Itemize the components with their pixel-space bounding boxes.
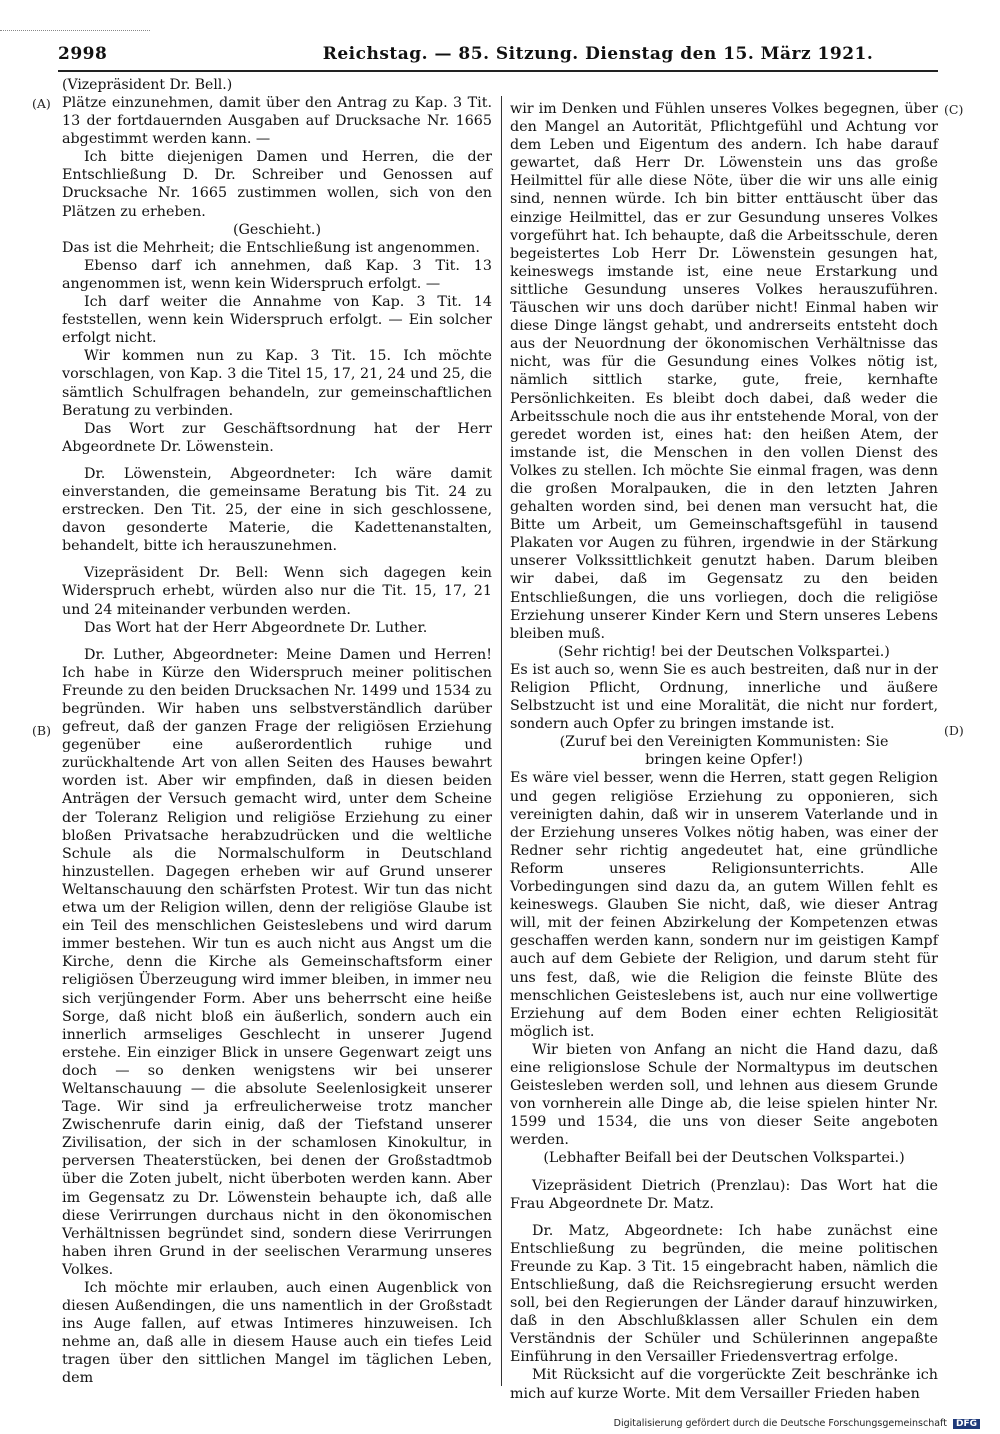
paragraph: Wir bieten von Anfang an nicht die Hand dazu, daß eine religionslose Schule der Normaltypus im deutschen Geistesleben werden soll, und lehnen aus diesem Grunde von vornherein alle Dinge ab, die leise spielen hinter Nr. 1599 und 1534, die uns von dieser Seite angeboten werden. [510,1041,938,1149]
paragraph: Ebenso darf ich annehmen, daß Kap. 3 Tit. 13 angenommen ist, wenn kein Widerspruch erfolgt. — [62,257,492,292]
paragraph: wir im Denken und Fühlen unseres Volkes begegnen, über den Mangel an Autorität, Pflichtgefühl und Achtung vor dem Leben und Eigentum des andern. Ich habe darauf gewartet, daß Herr Dr. Löwenstein uns das große Heilmittel für alle diese Nöte, über die wir uns alle einig sind, nennen würde. Ich bin bitter enttäuscht über das einzige Heilmittel, das er zur Gesundung unseres Volkes vorgeführt hat. Ich behaupte, daß die Arbeitsschule, deren begeistertes Lob Herr Dr. Löwenstein gesungen hat, keineswegs imstande ist, eine neue Erstarkung und sittliche Gesundung unseres Volkes herauszuführen. Täuschen wir uns doch darüber nicht! Einmal haben wir diese Dinge längst gehabt, und andrerseits entsteht doch aus der Neuordnung der ökonomischen Verhältnisse das nicht, was für die Gesundung eines Volkes nötig ist, nämlich sittlich starke, gute, freie, kernhafte Persönlichkeiten. Es bleibt doch dabei, daß weder die Arbeitsschule noch die aus ihr entstehende Moral, von der geredet worden ist, eines hat: den heißen Atem, der imstande ist, die Menschen in den vollen Dienst des Volkes zu stellen. Ich möchte Sie einmal fragen, was denn die großen Moralpauken, die in den letzten Jahren gehalten worden sind, bei denen man versucht hat, die Bitte um Arbeit, um Gemeinschaftsgefühl in tausend Plakaten vor Augen zu führen, irgendwie in der Stärkung unserer Volkssittlichkeit genutzt haben. Darum bleiben wir dabei, daß im Gegensatz zu den beiden Entschließungen, die uns vorliegen, doch die religiöse Erziehung unserer Kinder Kern und Stern unseres Lebens bleiben muß. [510,101,938,642]
right-column [510,100,938,1402]
stage-direction: (Lebhafter Beifall bei der Deutschen Volkspartei.) [543,1150,905,1167]
footer-text: Digitalisierung gefördert durch die Deutsche Forschungsgemeinschaft [613,1418,947,1429]
column-divider [501,96,502,1386]
margin-marker-d: (D) [944,723,964,738]
dfg-logo: DFG [953,1419,980,1429]
digitization-footer [614,1418,980,1429]
left-column [62,76,492,1386]
paragraph: Ich bitte diejenigen Damen und Herren, die der Entschließung D. Dr. Schreiber und Genossen auf Drucksache Nr. 1665 zustimmen wollen, sich von den Plätzen zu erheben. [62,149,492,220]
scan-edge [0,30,150,34]
margin-marker-c: (C) [944,102,964,117]
page-number: 2998 [58,44,108,64]
running-title: Reichstag. — 85. Sitzung. Dienstag den 15. März 1921. [322,44,874,64]
paragraph: Das ist die Mehrheit; die Entschließung ist angenommen. [62,239,480,256]
paragraph: Mit Rücksicht auf die vorgerückte Zeit beschränke ich mich auf kurze Worte. Mit dem Versailler Frieden haben [510,1367,938,1402]
speech-paragraph: Dr. Luther, Abgeordneter: Meine Damen und Herren! Ich habe in Kürze den Widerspruch meiner politischen Freunde zu den beiden Drucksachen Nr. 1499 und 1534 zu begründen. Wir haben uns selbstverständlich darüber gefreut, daß der ganzen Frage der religiösen Erziehung gegenüber eine außerordentlich ruhige und zurückhaltende Art von allen Seiten des Hauses bewahrt worden ist. Aber wir empfinden, daß in diesen beiden Anträgen der Versuch gemacht wird, unter dem Scheine der Toleranz Religion und religiöse Erziehung zu einer bloßen Privatsache herabzudrücken und die weltliche Schule als die Normalschulform in Deutschland hinzustellen. Dagegen erheben wir auf Grund unserer Weltanschauung den schärfsten Protest. Wir tun das nicht etwa um der Religion willen, denn der religiöse Glaube ist ein Teil des menschlichen Geisteslebens und wird darum immer bestehen. Wir tun es auch nicht aus Angst um die Kirche, denn die Kirche als Gemeinschaftsform einer religiösen Überzeugung wird immer bleiben, in immer neu sich verjüngender Form. Aber uns beherrscht eine heiße Sorge, daß nicht bloß ein äußerlich, sondern auch ein innerlich armseliges Geschlecht in unserer Jugend erstehe. Ein einziger Blick in unsere Gegenwart zeigt uns doch — so denken wenigstens wir bei unserer Weltanschauung — die absolute Seelenlosigkeit unserer Tage. Wir sind ja erfreulicherweise trotz mancher Zwischenrufe darin einig, daß der Tiefstand unserer Zivilisation, der sich in der schamlosen Kinokultur, in perversen Theaterstücken, bei denen der Großstadtmob über die Zoten jubelt, nicht überboten werden kann. Aber im Gegensatz zu Dr. Löwenstein behaupte ich, daß alle diese Verirrungen durchaus nicht in den ökonomischen Verhältnissen begründet sind, sondern diese Verirrungen haben ihren Grund in der seelischen Verarmung unseres Volkes. [62,646,492,1278]
speaker-label: (Vizepräsident Dr. Bell.) [62,77,233,93]
stage-direction: (Sehr richtig! bei der Deutschen Volkspartei.) [558,643,890,660]
paragraph: Es wäre viel besser, wenn die Herren, statt gegen Religion und gegen religiöse Erziehung zu opponieren, sich vereinigten dahin, daß wir in unserem Vaterlande und in der Erziehung unseres Volkes nötig haben, was einer der Redner sehr richtig angedeutet hat, eine gründliche Reform unseres Religionsunterrichts. Alle Vorbedingungen sind dazu da, an gutem Willen fehlt es keineswegs. Glauben Sie nicht, daß, wie dieser Antrag will, mit der feinen Abzirkelung der Kompetenzen etwas geschaffen werden kann, sondern nur im geistigen Kampf auch auf dem Gebiete der Religion, und darum steht für uns fest, daß, wie die Religion die feinste Blüte des menschlichen Geisteslebens ist, auch nur eine vollwertige Erziehung auf dem Boden einer echten Religiosität möglich ist. [510,770,938,1040]
stage-direction: (Zuruf bei den Vereinigten Kommunisten: Sie [559,734,889,751]
paragraph: Ich darf weiter die Annahme von Kap. 3 Tit. 14 feststellen, wenn kein Widerspruch erfolgt. — Ein solcher erfolgt nicht. [62,294,492,347]
stage-direction: (Geschieht.) [232,221,322,238]
margin-marker-a: (A) [32,96,51,111]
paragraph: Ich möchte mir erlauben, auch einen Augenblick von diesen Außendingen, die uns namentlich in der Großstadt ins Auge fallen, auf etwas Intimeres hinzuweisen. Ich nehme an, daß alle in diesem Hause auch ein tiefes Leid tragen über den sittlichen Mangel im täglichen Leben, dem [62,1280,492,1387]
speech-paragraph: Dr. Matz, Abgeordnete: Ich habe zunächst eine Entschließung zu begründen, die meine politischen Freunde zu Kap. 3 Tit. 15 eingebracht haben, nämlich die Entschließung, daß die Reichsregierung ersucht werden soll, bei den Regierungen der Länder darauf hinzuwirken, daß in den Abschlußklassen aller Schulen ein dem Verständnis der Schüler und Schülerinnen angepaßte Einführung in den Versailler Friedensvertrag erfolge. [510,1222,938,1366]
paragraph: Wir kommen nun zu Kap. 3 Tit. 15. Ich möchte vorschlagen, von Kap. 3 die Titel 15, 17, 21, 24 und 25, die sämtlich Schulfragen behandeln, zur gemeinschaftlichen Beratung zu verbinden. [62,348,492,419]
stage-direction: bringen keine Opfer!) [645,752,803,769]
paragraph: Das Wort zur Geschäftsordnung hat der Herr Abgeordnete Dr. Löwenstein. [62,420,492,455]
speech-paragraph: Vizepräsident Dr. Bell: Wenn sich dagegen kein Widerspruch erhebt, würden also nur die Tit. 15, 17, 21 und 24 miteinander verbunden werden. [62,565,492,618]
speech-paragraph: Dr. Löwenstein, Abgeordneter: Ich wäre damit einverstanden, die gemeinsame Beratung bis Tit. 24 zu erstrecken. Den Tit. 25, der eine in sich geschlossene, davon gesonderte Materie, die Kadettenanstalten, behandelt, bitte ich herauszunehmen. [62,465,492,555]
header-rule [58,70,938,72]
paragraph: Das Wort hat der Herr Abgeordnete Dr. Luther. [84,619,428,636]
paragraph: Es ist auch so, wenn Sie es auch bestreiten, daß nur in der Religion Pflicht, Ordnung, innerliche und äußere Selbstzucht ist und eine Moralität, die nicht nur fordert, sondern auch Opfer zu bringen imstande ist. [510,661,938,733]
paragraph: Plätze einzunehmen, damit über den Antrag zu Kap. 3 Tit. 13 der fortdauernden Ausgaben auf Drucksache Nr. 1665 abgestimmt werden kann. — [62,95,492,148]
page-header [58,40,938,70]
margin-marker-b: (B) [32,723,51,738]
speech-paragraph: Vizepräsident Dietrich (Prenzlau): Das Wort hat die Frau Abgeordnete Dr. Matz. [510,1177,938,1212]
